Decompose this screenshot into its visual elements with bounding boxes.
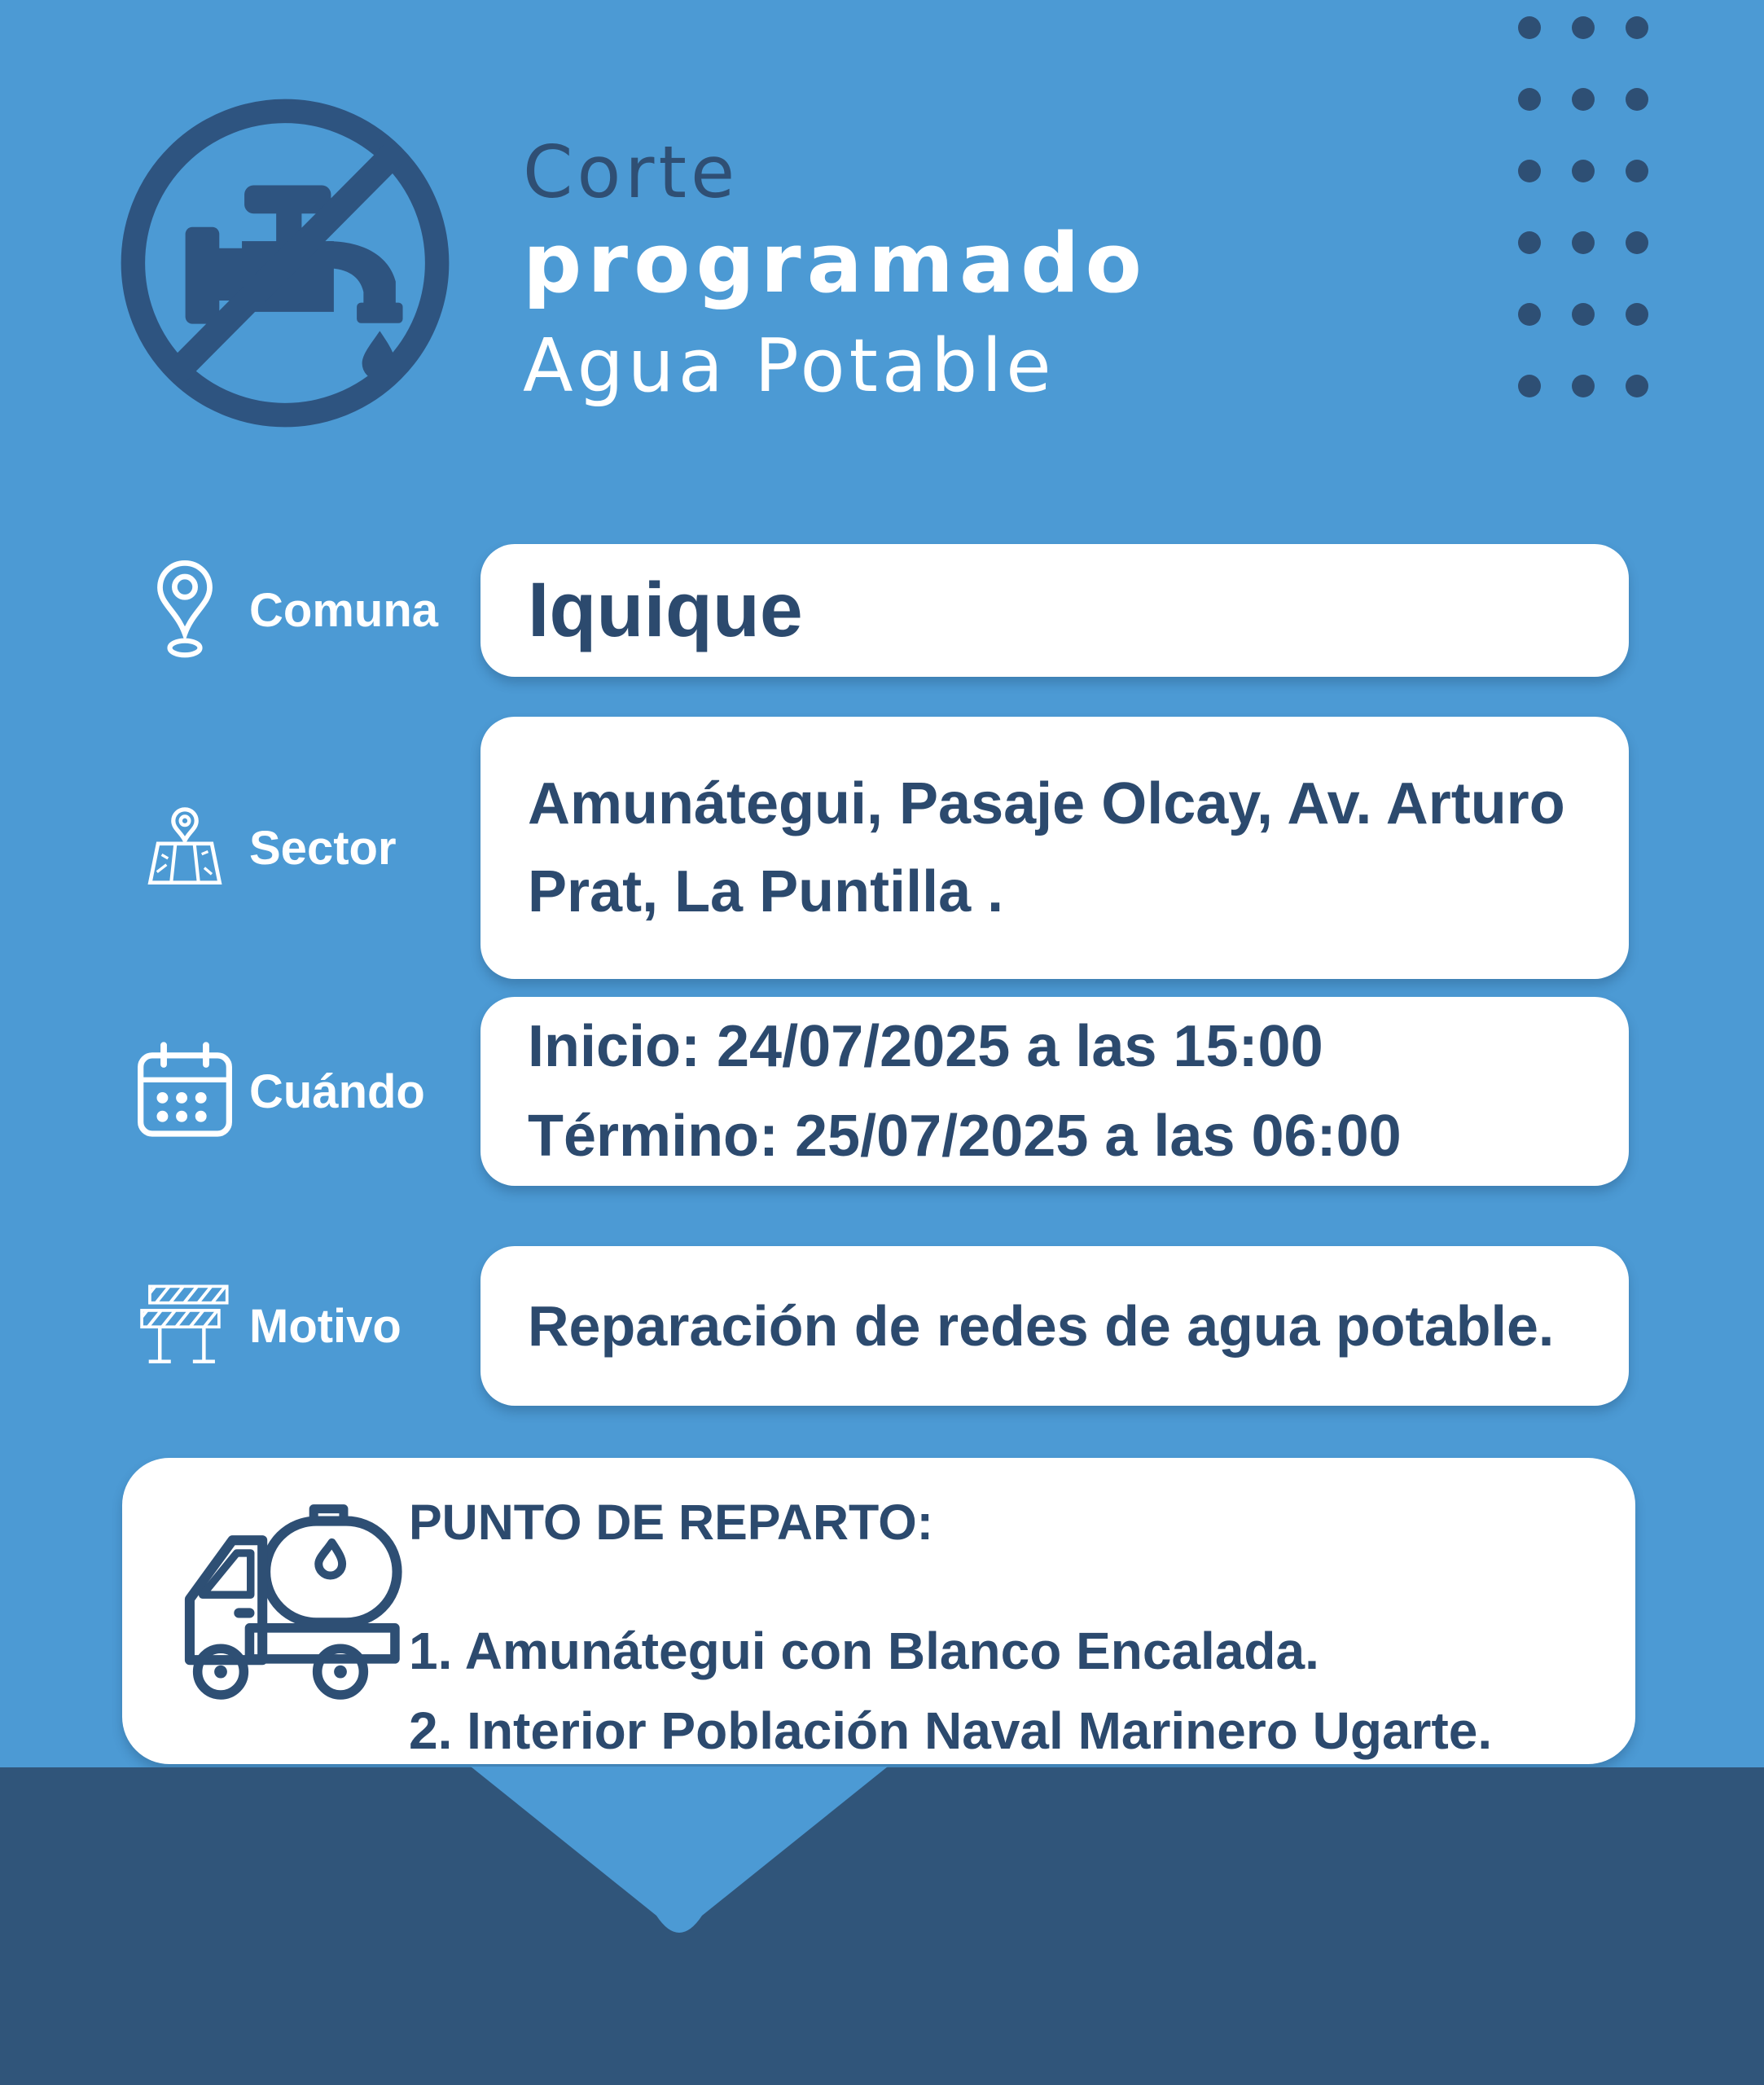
calendar-icon bbox=[134, 1040, 236, 1143]
title-line-3: Agua Potable bbox=[523, 323, 1055, 410]
cuando-label: Cuándo bbox=[249, 1064, 425, 1118]
comuna-icon-cell bbox=[121, 558, 249, 664]
dot bbox=[1572, 231, 1595, 254]
row-sector bbox=[121, 717, 1629, 979]
dot bbox=[1518, 303, 1541, 326]
sector-label: Sector bbox=[249, 821, 397, 875]
motivo-icon-cell bbox=[121, 1274, 249, 1378]
sector-icon-cell bbox=[121, 805, 249, 891]
row-comuna bbox=[121, 544, 1629, 677]
punto-de-reparto-content bbox=[409, 1494, 1606, 1771]
reparto-item-1: 1. Amunátegui con Blanco Encalada. bbox=[409, 1622, 1319, 1680]
punto-de-reparto-title: PUNTO DE REPARTO: bbox=[409, 1495, 933, 1550]
title-line-1: Corte bbox=[523, 130, 739, 214]
dot bbox=[1572, 16, 1595, 39]
cuando-termino: Término: 25/07/2025 a las 06:00 bbox=[528, 1104, 1402, 1169]
footer-band bbox=[0, 1767, 1764, 2085]
dots-pattern bbox=[1518, 16, 1648, 397]
sector-value-box bbox=[480, 717, 1629, 979]
dot bbox=[1626, 231, 1648, 254]
punto-de-reparto-box bbox=[122, 1458, 1635, 1764]
cuando-icon-cell bbox=[121, 1040, 249, 1143]
water-truck-icon bbox=[169, 1499, 409, 1704]
footer-notch-triangle bbox=[471, 1767, 888, 1952]
punto-de-reparto-list bbox=[409, 1611, 1606, 1771]
dot bbox=[1572, 88, 1595, 111]
dot bbox=[1626, 160, 1648, 182]
dot bbox=[1518, 375, 1541, 397]
cuando-inicio: Inicio: 24/07/2025 a las 15:00 bbox=[528, 1014, 1323, 1079]
comuna-value-box bbox=[480, 544, 1629, 677]
location-pin-icon bbox=[149, 558, 221, 664]
dot bbox=[1572, 375, 1595, 397]
row-motivo bbox=[121, 1246, 1629, 1406]
dot bbox=[1626, 88, 1648, 111]
map-icon bbox=[138, 805, 231, 891]
motivo-label: Motivo bbox=[249, 1299, 402, 1353]
no-water-tap-icon bbox=[108, 86, 462, 440]
motivo-value: Reparación de redes de agua potable. bbox=[528, 1294, 1555, 1358]
cuando-value-box bbox=[480, 997, 1629, 1186]
dot bbox=[1626, 16, 1648, 39]
dot bbox=[1626, 303, 1648, 326]
road-barrier-icon bbox=[133, 1274, 237, 1378]
sector-value-line-1: Amunátegui, Pasaje Olcay, Av. Arturo bbox=[528, 771, 1565, 836]
dot bbox=[1626, 375, 1648, 397]
dot bbox=[1572, 303, 1595, 326]
title-line-2: programado bbox=[523, 215, 1147, 312]
dot bbox=[1518, 16, 1541, 39]
reparto-item-2: 2. Interior Población Naval Marinero Ugarte. bbox=[409, 1701, 1493, 1760]
sector-value-line-2: Prat, La Puntilla . bbox=[528, 859, 1004, 924]
dot bbox=[1518, 88, 1541, 111]
header-title bbox=[523, 130, 1147, 410]
comuna-value: Iquique bbox=[528, 567, 803, 653]
row-cuando bbox=[121, 997, 1629, 1186]
dot bbox=[1518, 231, 1541, 254]
dot bbox=[1518, 160, 1541, 182]
motivo-value-box bbox=[480, 1246, 1629, 1406]
comuna-label: Comuna bbox=[249, 584, 438, 637]
dot bbox=[1572, 160, 1595, 182]
